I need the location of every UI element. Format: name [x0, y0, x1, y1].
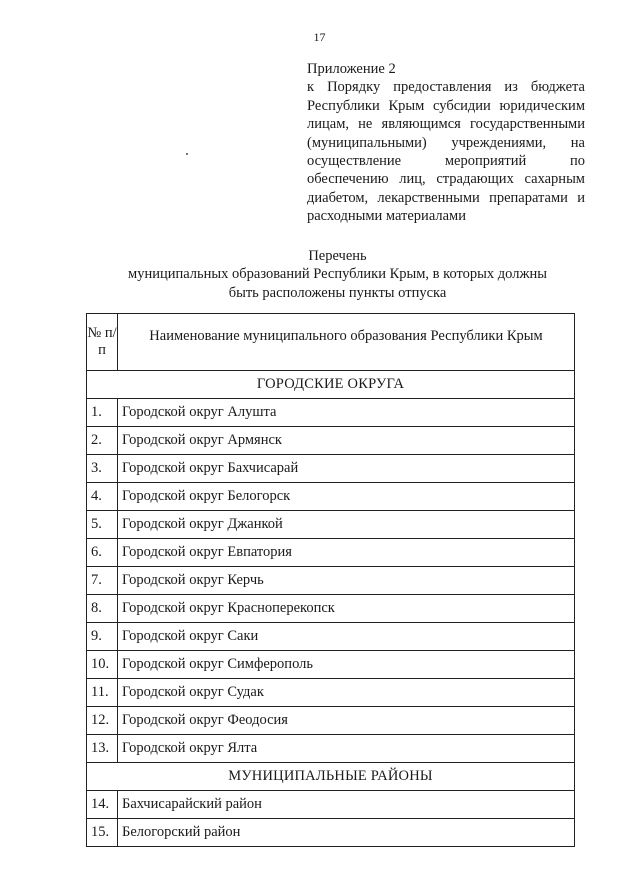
section-label: ГОРОДСКИЕ ОКРУГА [87, 371, 575, 399]
table-row [87, 511, 575, 539]
row-num: 13. [87, 735, 118, 763]
section-row-urban [87, 371, 575, 399]
table-row [87, 595, 575, 623]
table-row [87, 679, 575, 707]
appendix-line: Республики Крым субсидии юридическим [307, 97, 585, 114]
row-num: 6. [87, 539, 118, 567]
table-row [87, 427, 575, 455]
row-name: Белогорский район [118, 819, 575, 847]
row-name: Городской округ Бахчисарай [118, 455, 575, 483]
table-header-row [87, 314, 575, 371]
row-name: Бахчисарайский район [118, 791, 575, 819]
section-label: МУНИЦИПАЛЬНЫЕ РАЙОНЫ [87, 763, 575, 791]
row-name: Городской округ Саки [118, 623, 575, 651]
appendix-line: диабетом, лекарственными препаратами и [307, 189, 585, 206]
row-num: 15. [87, 819, 118, 847]
table-row [87, 399, 575, 427]
table-row [87, 651, 575, 679]
table-row [87, 483, 575, 511]
document-title [0, 247, 639, 302]
row-num: 7. [87, 567, 118, 595]
table-row [87, 623, 575, 651]
appendix-line: обеспечению лиц, страдающих сахарным [307, 171, 585, 188]
row-name: Городской округ Симферополь [118, 651, 575, 679]
row-name: Городской округ Белогорск [118, 483, 575, 511]
appendix-block [307, 60, 585, 226]
table-row [87, 567, 575, 595]
row-num: 9. [87, 623, 118, 651]
row-name: Городской округ Армянск [118, 427, 575, 455]
appendix-line: осуществление мероприятий по [307, 153, 585, 170]
row-num: 5. [87, 511, 118, 539]
row-name: Городской округ Керчь [118, 567, 575, 595]
table-row [87, 819, 575, 847]
row-num: 11. [87, 679, 118, 707]
row-name: Городской округ Феодосия [118, 707, 575, 735]
page-number: 17 [313, 30, 326, 44]
municipalities-table [86, 313, 575, 847]
row-name: Городской округ Ялта [118, 735, 575, 763]
table-row [87, 735, 575, 763]
row-num: 14. [87, 791, 118, 819]
row-name: Городской округ Евпатория [118, 539, 575, 567]
row-name: Городской округ Красноперекопск [118, 595, 575, 623]
row-name: Городской округ Судак [118, 679, 575, 707]
row-num: 4. [87, 483, 118, 511]
table-row [87, 539, 575, 567]
row-num: 8. [87, 595, 118, 623]
appendix-line: Приложение 2 [307, 61, 396, 77]
table-row [87, 707, 575, 735]
title-line: Перечень [308, 248, 367, 264]
row-num: 10. [87, 651, 118, 679]
appendix-line: к Порядку предоставления из бюджета [307, 79, 585, 96]
row-num: 12. [87, 707, 118, 735]
appendix-line: лицам, не являющимся государственными [307, 116, 585, 133]
row-num: 2. [87, 427, 118, 455]
appendix-line: расходными материалами [307, 208, 466, 225]
scan-dot [186, 153, 188, 155]
row-name: Городской округ Джанкой [118, 511, 575, 539]
table-row [87, 455, 575, 483]
row-num: 3. [87, 455, 118, 483]
row-num: 1. [87, 399, 118, 427]
title-line: муниципальных образований Республики Крым, в которых должны [128, 266, 547, 283]
header-name: Наименование муниципального образования Республики Крым [118, 314, 575, 371]
title-line: быть расположены пункты отпуска [228, 284, 447, 301]
table-row [87, 791, 575, 819]
appendix-line: (муниципальными) учреждениями, на [307, 134, 585, 151]
row-name: Городской округ Алушта [118, 399, 575, 427]
section-row-districts [87, 763, 575, 791]
header-num: № п/п [87, 314, 118, 371]
